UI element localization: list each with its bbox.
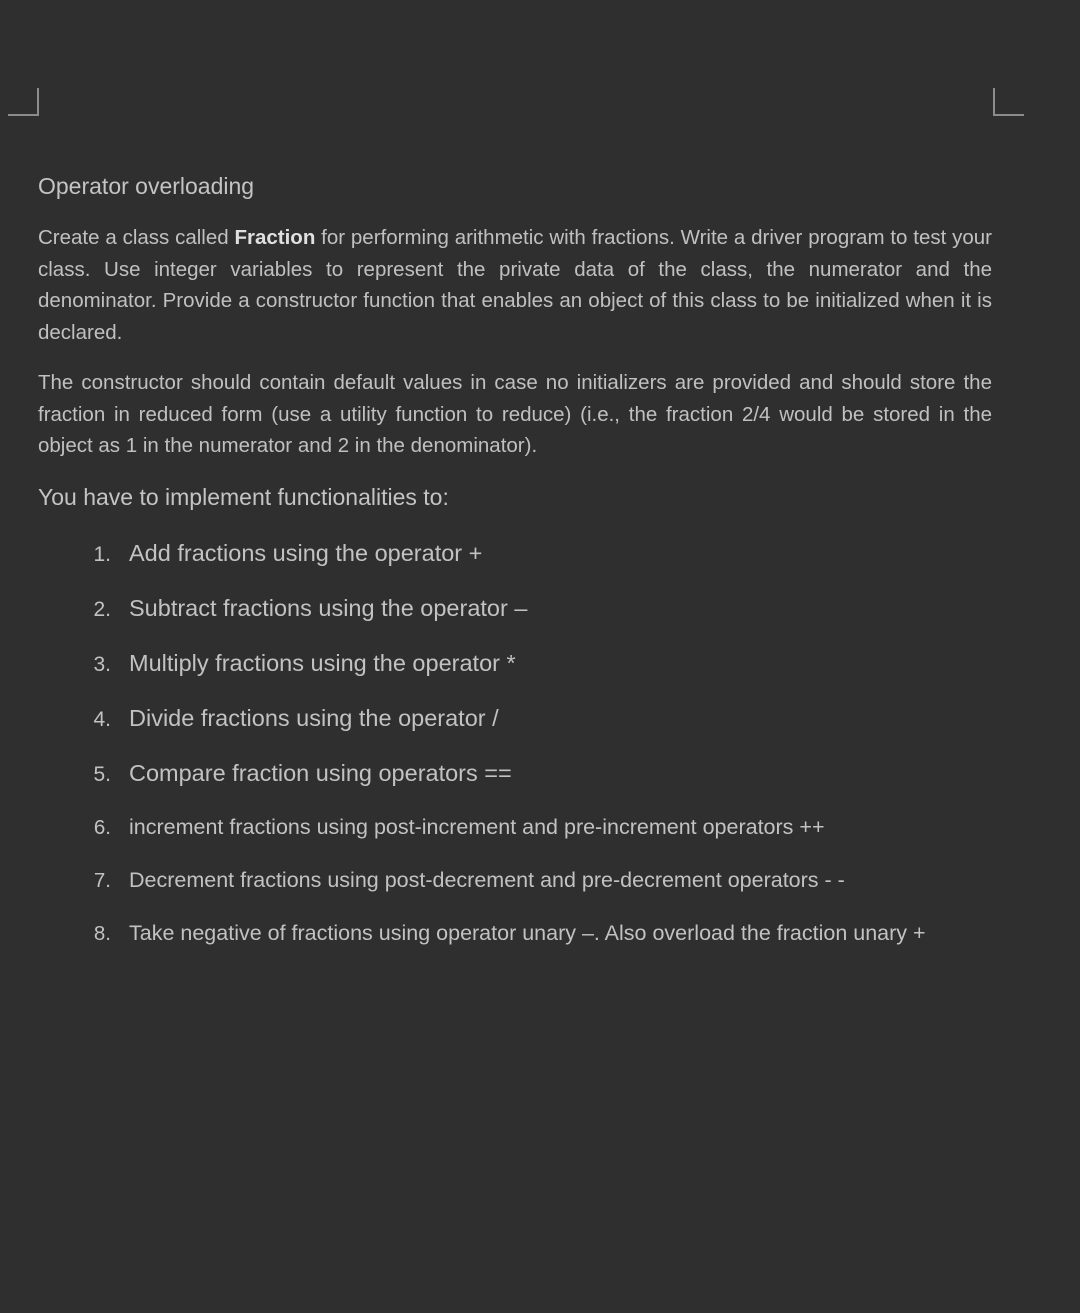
list-item-text: Divide fractions using the operator / [129,704,499,731]
list-item [38,647,992,702]
list-item [38,592,992,647]
list-item-number: 8. [93,921,111,945]
list-item-text: Decrement fractions using post-decrement and pre-decrement operators - - [129,867,845,892]
constructor-paragraph: The constructor should contain default values in case no initializers are provided and should store the fraction in reduced form (use a utility function to reduce) (i.e., the fraction 2/4 would be stored in the object as 1 in the numerator and 2 in the denominator). [38,371,992,457]
list-item-text: Compare fraction using operators == [129,759,512,786]
list-item-number: 5. [93,762,111,786]
list-item [38,702,992,757]
list-item-text: increment fractions using post-increment and pre-increment operators ++ [129,814,825,839]
list-item-text: Multiply fractions using the operator * [129,649,516,676]
list-item [38,865,992,918]
list-item-text: Take negative of fractions using operator unary –. Also overload the fraction unary + [129,920,926,945]
list-item-number: 4. [93,707,111,731]
list-item-number: 1. [93,542,111,566]
list-item-text: Subtract fractions using the operator – [129,594,528,621]
list-item-number: 3. [93,652,111,676]
document-title: Operator overloading [38,173,255,199]
page-corner-mark-right [993,88,1024,116]
list-item [38,812,992,865]
list-item-text: Add fractions using the operator + [129,539,483,566]
requirements-lead: You have to implement functionalities to: [38,483,449,510]
list-item [38,537,992,592]
list-item-number: 2. [93,597,111,621]
page-corner-mark-left [8,88,39,116]
requirements-list [38,537,992,971]
document-body [38,170,992,971]
list-item [38,757,992,812]
list-item [38,918,992,971]
list-item-number: 6. [93,815,111,839]
intro-text-end: for performing arithmetic with fractions. Write a driver program to test your class. Use integer variables to represent the private data of the class, the numerator and the denominator. Provide a constructor function that enables an object of this class to be initialized when it is declared. [38,226,992,344]
intro-paragraph [38,222,992,348]
list-item-number: 7. [93,868,111,892]
intro-text-start: Create a class called [38,226,235,249]
class-name-bold: Fraction [234,226,316,249]
